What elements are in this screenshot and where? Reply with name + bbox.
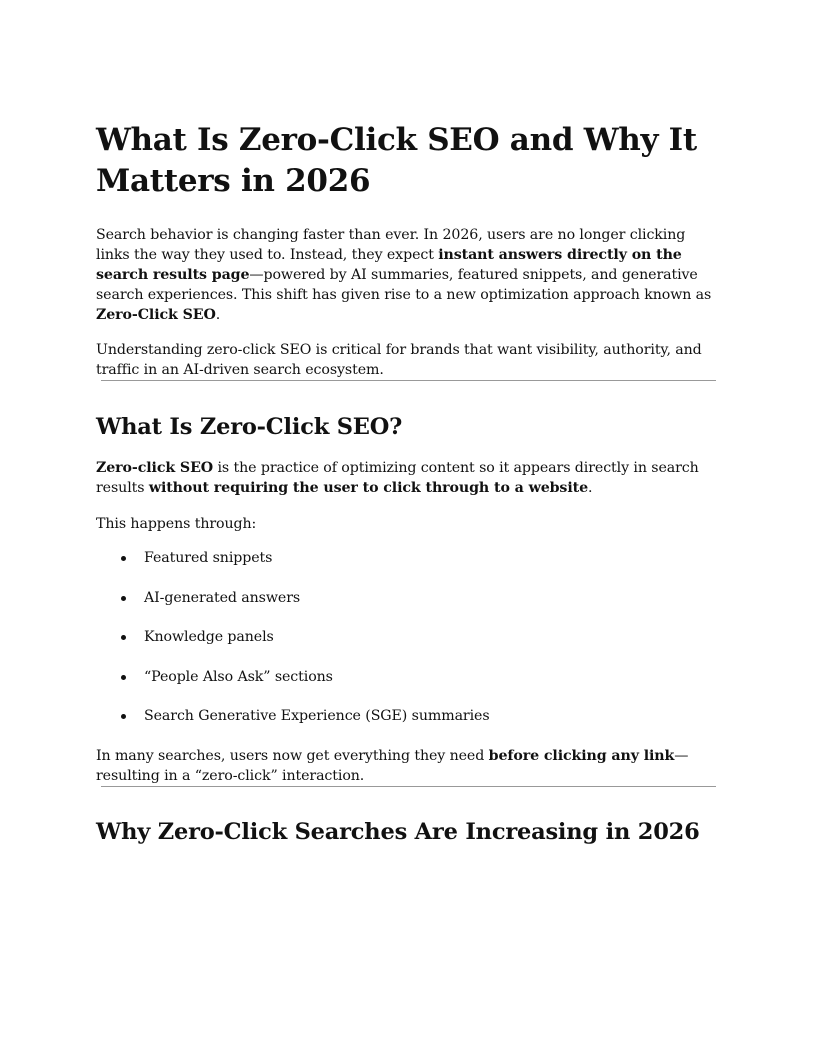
bullet-list [96, 548, 720, 726]
intro-text-part-2: —powered by AI summaries, featured snippets, and generative search experiences. This shift has given rise to a new optimization approach known as [96, 267, 712, 303]
many-text-part-2: —resulting in a “zero-click” interaction. [96, 747, 689, 784]
intro-text-part-1: Search behavior is changing faster than ever. In 2026, users are no longer clicking links the way they used to. Instead, they expect [96, 227, 686, 263]
intro-paragraph-1 [96, 225, 720, 325]
list-item-label: AI-generated answers [144, 589, 301, 606]
bullet-icon [121, 556, 126, 561]
bullet-icon [121, 596, 126, 601]
definition-bold-term: Zero-click SEO [96, 460, 214, 476]
list-item [96, 627, 720, 647]
list-item-label: “People Also Ask” sections [144, 668, 333, 685]
definition-paragraph [96, 458, 720, 498]
section-divider [101, 380, 716, 381]
intro-bold-zero-click-seo: Zero-Click SEO [96, 307, 216, 323]
list-item-label: Search Generative Experience (SGE) summaries [144, 708, 490, 725]
zero-click-interaction-paragraph [96, 746, 720, 786]
list-item-label: Featured snippets [144, 550, 273, 566]
section-heading-why-increasing: Why Zero-Click Searches Are Increasing in 2026 [96, 818, 700, 845]
section-divider [101, 786, 716, 787]
definition-text-part-2: . [588, 480, 593, 496]
intro-paragraph-2: Understanding zero-click SEO is critical for brands that want visibility, authority, and traffic in an AI-driven search ecosystem. [96, 342, 702, 378]
document-page [96, 120, 720, 847]
intro-text-part-3: . [215, 307, 221, 323]
list-item [96, 548, 720, 568]
bullet-icon [121, 635, 126, 640]
list-item-label: Knowledge panels [144, 629, 274, 646]
section-heading-what-is: What Is Zero-Click SEO? [96, 414, 403, 440]
bullet-icon [121, 675, 126, 680]
article-title: What Is Zero-Click SEO and Why It Matters in 2026 [96, 122, 697, 199]
list-item [96, 588, 720, 608]
intro-bold-instant-answers: instant answers directly on the search results page [96, 247, 682, 283]
definition-bold-no-click: without requiring the user to click through to a website [148, 480, 588, 496]
bullet-icon [121, 714, 126, 719]
many-bold-before-clicking: before clicking any link [488, 747, 675, 764]
list-item [96, 667, 720, 687]
list-item [96, 706, 720, 726]
happens-through-paragraph: This happens through: [96, 516, 257, 532]
many-text-part-1: In many searches, users now get everything they need [96, 747, 489, 764]
definition-text-part-1: is the practice of optimizing content so it appears directly in search results [96, 460, 699, 496]
